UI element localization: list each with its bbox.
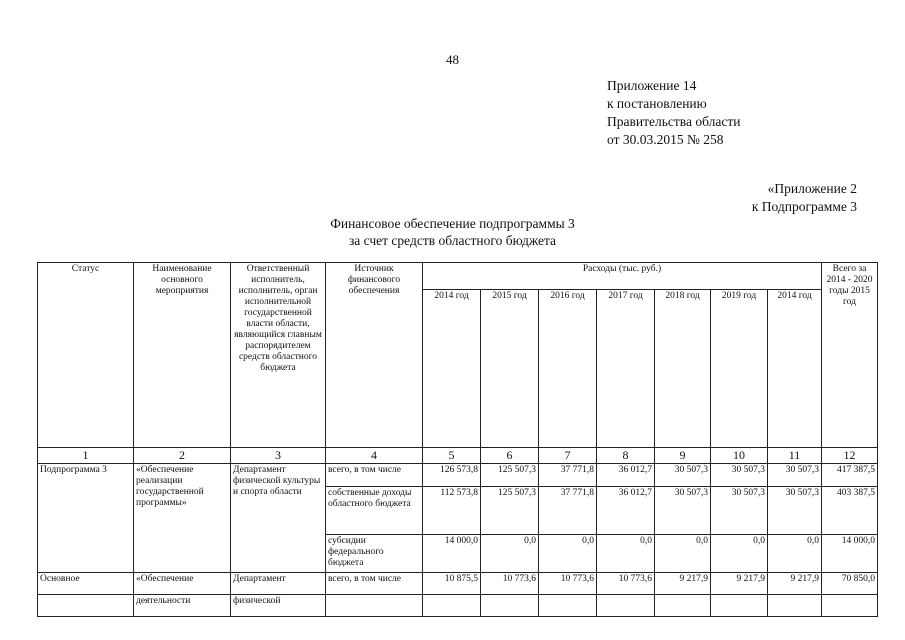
budget-table bbox=[37, 262, 878, 617]
value-cell bbox=[539, 595, 597, 617]
header-expenses: Расходы (тыс. руб.) bbox=[423, 263, 822, 290]
header-activity: Наименование основного мероприятия bbox=[134, 263, 231, 448]
header-source: Источник финансового обеспечения bbox=[326, 263, 423, 448]
header-executor: Ответственный исполнитель, исполнитель, орган исполнительной государственной власти области, являющийся главным распорядителем средств областного бюджета bbox=[231, 263, 326, 448]
row-executor: Департамент физической культуры и спорта области bbox=[231, 464, 326, 573]
value-cell bbox=[655, 595, 711, 617]
row-status bbox=[38, 595, 134, 617]
value-cell: 0,0 bbox=[481, 535, 539, 573]
header-year: 2019 год bbox=[711, 290, 768, 448]
column-number: 3 bbox=[231, 448, 326, 464]
header-row bbox=[38, 263, 878, 290]
value-cell bbox=[768, 595, 822, 617]
appendix-14-header bbox=[607, 77, 740, 149]
row-source: всего, в том числе bbox=[326, 464, 423, 487]
value-cell: 14 000,0 bbox=[423, 535, 481, 573]
value-cell: 0,0 bbox=[655, 535, 711, 573]
value-cell: 36 012,7 bbox=[597, 487, 655, 535]
value-cell: 9 217,9 bbox=[655, 573, 711, 595]
column-number: 7 bbox=[539, 448, 597, 464]
header-year: 2015 год bbox=[481, 290, 539, 448]
row-source: собственные доходы областного бюджета bbox=[326, 487, 423, 535]
value-cell: 10 773,6 bbox=[597, 573, 655, 595]
total-cell: 417 387,5 bbox=[822, 464, 878, 487]
value-cell: 9 217,9 bbox=[768, 573, 822, 595]
row-source: всего, в том числе bbox=[326, 573, 423, 595]
row-activity: «Обеспечение bbox=[134, 573, 231, 595]
value-cell: 30 507,3 bbox=[711, 464, 768, 487]
column-number: 9 bbox=[655, 448, 711, 464]
total-cell: 403 387,5 bbox=[822, 487, 878, 535]
row-status: Основное bbox=[38, 573, 134, 595]
value-cell: 126 573,8 bbox=[423, 464, 481, 487]
row-executor: физической bbox=[231, 595, 326, 617]
title-line: за счет средств областного бюджета bbox=[348, 233, 557, 248]
appendix-14-line: Правительства области bbox=[607, 114, 741, 129]
appendix-14-line: к постановлению bbox=[607, 96, 707, 111]
column-number: 1 bbox=[38, 448, 134, 464]
value-cell: 0,0 bbox=[768, 535, 822, 573]
value-cell: 30 507,3 bbox=[655, 487, 711, 535]
header-total: Всего за 2014 - 2020 годы 2015 год bbox=[822, 263, 878, 448]
column-number: 4 bbox=[326, 448, 423, 464]
column-number: 6 bbox=[481, 448, 539, 464]
value-cell: 0,0 bbox=[597, 535, 655, 573]
appendix-2-line: к Подпрограмме 3 bbox=[751, 199, 857, 214]
document-title bbox=[0, 215, 905, 249]
value-cell: 30 507,3 bbox=[711, 487, 768, 535]
column-number: 12 bbox=[822, 448, 878, 464]
value-cell: 37 771,8 bbox=[539, 464, 597, 487]
row-activity: «Обеспечение реализации государственной программы» bbox=[134, 464, 231, 573]
row-activity: деятельности bbox=[134, 595, 231, 617]
column-number-row bbox=[38, 448, 878, 464]
appendix-2-header bbox=[752, 180, 857, 216]
header-year: 2014 год bbox=[423, 290, 481, 448]
column-number: 11 bbox=[768, 448, 822, 464]
value-cell: 37 771,8 bbox=[539, 487, 597, 535]
value-cell bbox=[711, 595, 768, 617]
header-year: 2017 год bbox=[597, 290, 655, 448]
value-cell: 30 507,3 bbox=[768, 487, 822, 535]
table-row bbox=[38, 573, 878, 595]
total-cell: 70 850,0 bbox=[822, 573, 878, 595]
column-number: 2 bbox=[134, 448, 231, 464]
value-cell: 125 507,3 bbox=[481, 464, 539, 487]
row-executor: Департамент bbox=[231, 573, 326, 595]
header-year: 2016 год bbox=[539, 290, 597, 448]
value-cell: 10 875,5 bbox=[423, 573, 481, 595]
column-number: 5 bbox=[423, 448, 481, 464]
value-cell: 36 012,7 bbox=[597, 464, 655, 487]
value-cell: 125 507,3 bbox=[481, 487, 539, 535]
row-source: субсидии федерального бюджета bbox=[326, 535, 423, 573]
appendix-14-line: от 30.03.2015 № 258 bbox=[607, 132, 724, 147]
value-cell bbox=[481, 595, 539, 617]
appendix-14-line: Приложение 14 bbox=[607, 78, 697, 93]
value-cell: 10 773,6 bbox=[539, 573, 597, 595]
value-cell: 0,0 bbox=[711, 535, 768, 573]
header-status: Статус bbox=[38, 263, 134, 448]
value-cell bbox=[423, 595, 481, 617]
value-cell: 9 217,9 bbox=[711, 573, 768, 595]
row-source bbox=[326, 595, 423, 617]
value-cell: 30 507,3 bbox=[768, 464, 822, 487]
column-number: 8 bbox=[597, 448, 655, 464]
row-status: Подпрограмма 3 bbox=[38, 464, 134, 573]
header-year: 2018 год bbox=[655, 290, 711, 448]
total-cell bbox=[822, 595, 878, 617]
column-number: 10 bbox=[711, 448, 768, 464]
page-number: 48 bbox=[446, 52, 459, 67]
header-year: 2014 год bbox=[768, 290, 822, 448]
value-cell: 112 573,8 bbox=[423, 487, 481, 535]
title-line: Финансовое обеспечение подпрограммы 3 bbox=[330, 216, 575, 231]
value-cell: 30 507,3 bbox=[655, 464, 711, 487]
value-cell: 0,0 bbox=[539, 535, 597, 573]
table-row bbox=[38, 464, 878, 487]
appendix-2-line: «Приложение 2 bbox=[767, 181, 857, 196]
value-cell bbox=[597, 595, 655, 617]
total-cell: 14 000,0 bbox=[822, 535, 878, 573]
value-cell: 10 773,6 bbox=[481, 573, 539, 595]
table-row bbox=[38, 595, 878, 617]
